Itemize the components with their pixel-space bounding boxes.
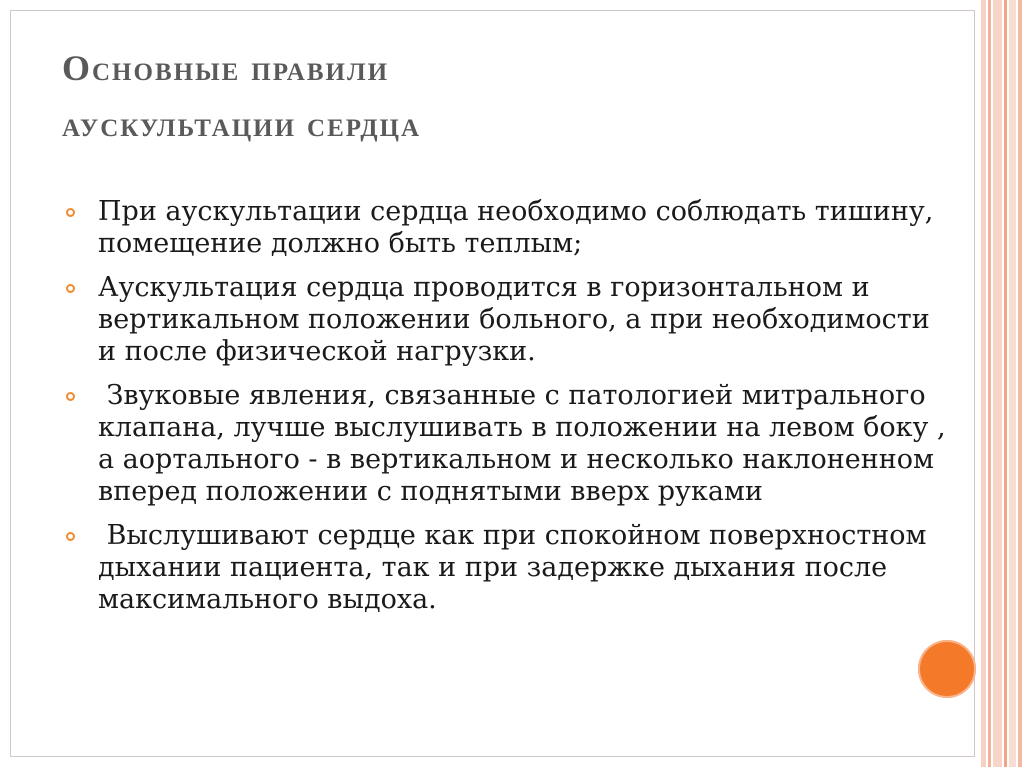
decor-stripe — [1009, 0, 1016, 767]
title-line-1: Основные правили — [62, 48, 390, 88]
title-line-2: аускультации сердца — [62, 104, 422, 144]
bullet-ring-icon — [66, 284, 75, 293]
bullet-text: Выслушивают сердце как при спокойном поверхностном дыхании пациента, так и при задержке дыхания после максимального выдоха. — [98, 520, 936, 615]
orange-circle-decoration-icon — [918, 640, 976, 698]
slide-title — [62, 40, 942, 152]
decor-stripe — [1018, 0, 1022, 767]
bullet-text: Аускультация сердца проводится в горизонтальном и вертикальном положении больного, а при необходимости и после физической нагрузки. — [98, 272, 930, 367]
decor-stripe — [993, 0, 1002, 767]
list-item — [66, 272, 946, 368]
bullet-ring-icon — [66, 208, 75, 217]
bullet-ring-icon — [66, 532, 75, 541]
decor-stripe — [988, 0, 991, 767]
list-item — [66, 380, 955, 508]
bullet-text: Звуковые явления, связанные с патологией митрального клапана, лучше выслушивать в положении на левом боку , а аортального - в вертикальном и несколько наклоненном вперед положении с поднятыми вверх руками — [98, 380, 955, 507]
bullet-text: При аускультации сердца необходимо соблюдать тишину, помещение должно быть теплым; — [98, 196, 934, 259]
decor-stripe — [981, 0, 986, 767]
bullet-list — [66, 196, 955, 628]
bullet-ring-icon — [66, 392, 75, 401]
decor-stripe — [1004, 0, 1007, 767]
list-item — [66, 520, 946, 616]
list-item — [66, 196, 946, 260]
